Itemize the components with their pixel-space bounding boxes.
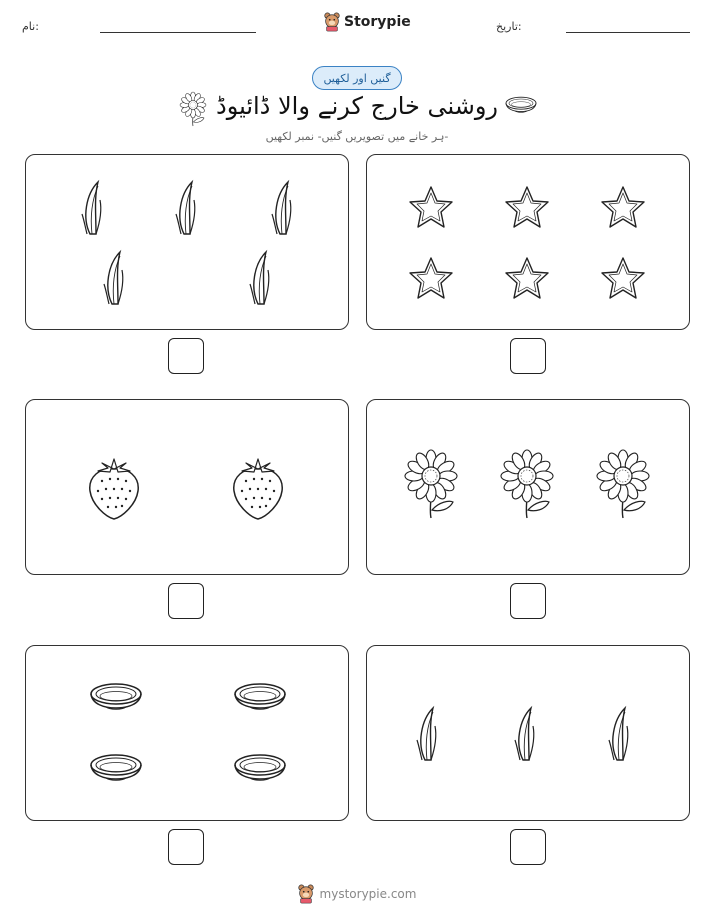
grass-group [26, 155, 350, 331]
flower-icon [405, 450, 457, 518]
footer [0, 884, 714, 904]
bowl-icon [91, 684, 141, 709]
grass-icon [272, 182, 291, 234]
star-group [367, 155, 691, 331]
date-label: تاریخ: [496, 20, 522, 33]
panel-bowls-4 [25, 645, 349, 821]
star-icon [602, 258, 644, 298]
date-field[interactable] [566, 32, 690, 33]
panel-flowers-3 [366, 399, 690, 575]
brand-logo [324, 12, 411, 32]
page-title: روشنی خارج کرنے والا ڈائیوڈ [216, 92, 498, 120]
strawberry-group [26, 400, 350, 576]
flower-icon [501, 450, 553, 518]
answer-box[interactable] [510, 338, 546, 374]
star-icon [410, 187, 452, 227]
instruction-text: ہر خانے میں تصویریں گنیں- نمبر لکھیں- [265, 130, 449, 143]
title-bowl-icon [504, 96, 538, 116]
grass-group [367, 646, 691, 822]
answer-box[interactable] [168, 583, 204, 619]
bowl-group [26, 646, 350, 822]
answer-box[interactable] [510, 829, 546, 865]
grass-icon [82, 182, 101, 234]
answer-box[interactable] [510, 583, 546, 619]
name-field[interactable] [100, 32, 256, 33]
answer-box[interactable] [168, 338, 204, 374]
flower-icon [597, 450, 649, 518]
bear-mascot-icon [324, 12, 340, 32]
panel-strawberries-2 [25, 399, 349, 575]
panel-stars-6 [366, 154, 690, 330]
name-label: نام: [22, 20, 39, 33]
star-icon [506, 258, 548, 298]
instruction-badge: گنیں اور لکھیں [312, 66, 402, 90]
answer-box[interactable] [168, 829, 204, 865]
star-icon [602, 187, 644, 227]
grass-icon [250, 252, 269, 304]
grass-icon [104, 252, 123, 304]
star-icon [506, 187, 548, 227]
grass-icon [515, 708, 534, 760]
bowl-icon [235, 755, 285, 780]
grass-icon [417, 708, 436, 760]
strawberry-icon [234, 459, 282, 519]
strawberry-icon [90, 459, 138, 519]
bear-mascot-icon [298, 884, 314, 904]
bowl-icon [235, 684, 285, 709]
panel-grass-3 [366, 645, 690, 821]
flower-group [367, 400, 691, 576]
bowl-icon [91, 755, 141, 780]
footer-url[interactable]: mystorypie.com [319, 887, 417, 901]
grass-icon [176, 182, 195, 234]
panel-grass-5 [25, 154, 349, 330]
star-icon [410, 258, 452, 298]
grass-icon [609, 708, 628, 760]
brand-name: Storypie [344, 14, 411, 30]
